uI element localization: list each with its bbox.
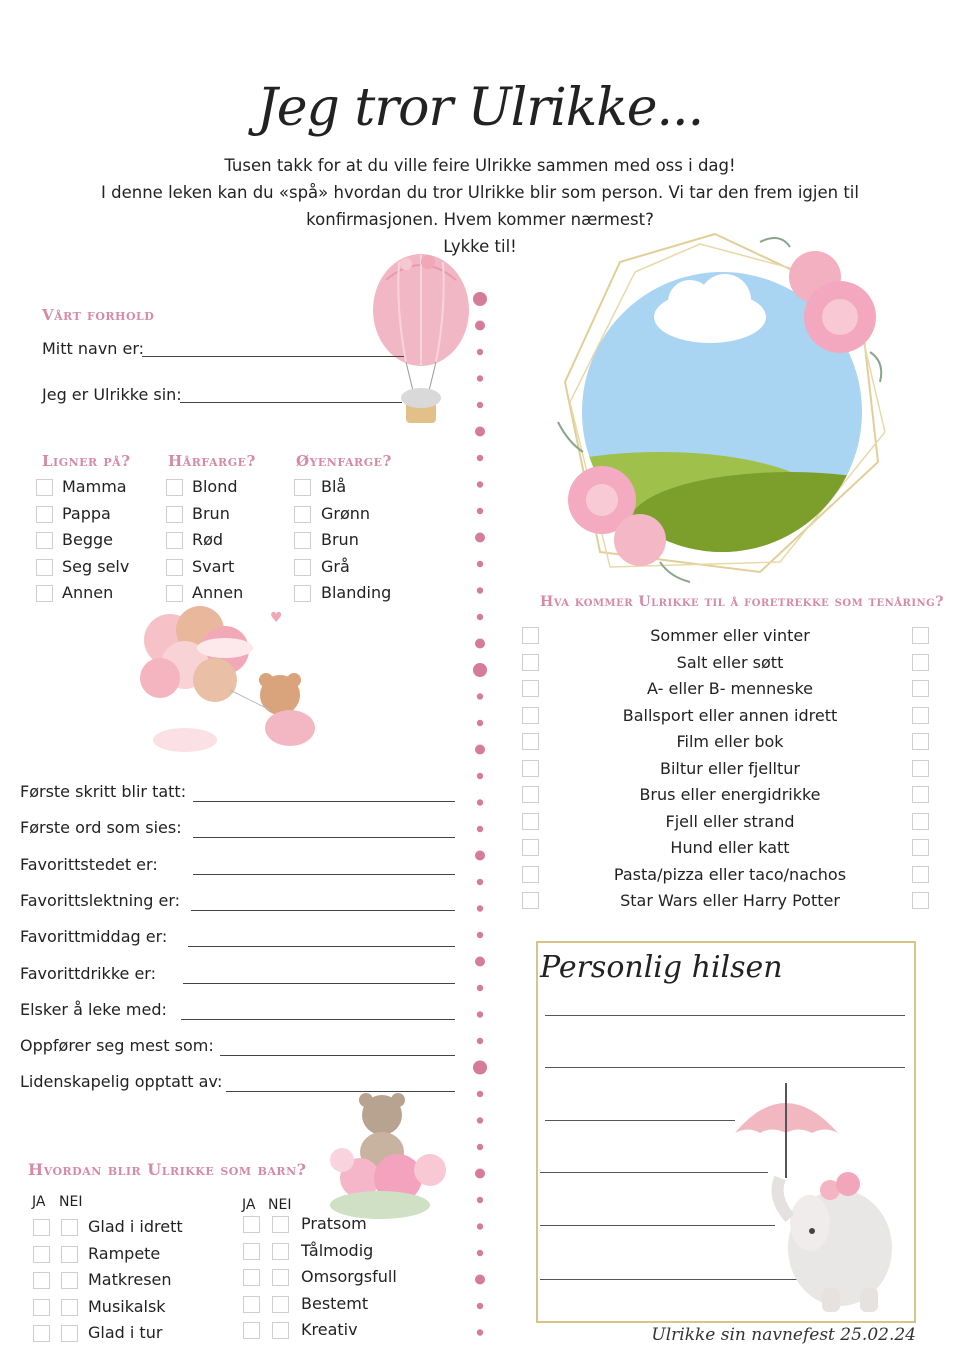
divider-dot: [477, 1329, 483, 1335]
yes-checkbox[interactable]: [243, 1296, 260, 1313]
looks-option-label: Pappa: [62, 503, 111, 523]
yes-checkbox[interactable]: [33, 1272, 50, 1289]
looks-option-label: Mamma: [62, 477, 127, 496]
divider-dot: [475, 851, 485, 861]
divider-dot: [477, 985, 483, 991]
teen-preference-label: Pasta/pizza eller taco/nachos: [613, 864, 847, 884]
greeting-line-1[interactable]: [545, 1015, 905, 1016]
first-label: Første ord som sies:: [20, 818, 182, 838]
teen-preference-label: A- eller B- menneske: [647, 679, 813, 698]
no-checkbox[interactable]: [272, 1322, 289, 1339]
looks-checkbox[interactable]: [36, 479, 53, 496]
no-checkbox[interactable]: [61, 1272, 78, 1289]
yes-checkbox[interactable]: [243, 1269, 260, 1286]
relation-heading: Vårt forhold: [42, 306, 155, 324]
divider-dot: [477, 693, 483, 699]
first-label: Favorittslektning er:: [20, 890, 181, 910]
divider-dot: [477, 932, 483, 938]
child-trait-label: Glad i idrett: [88, 1217, 183, 1236]
divider-dot: [477, 720, 483, 726]
looks-checkbox[interactable]: [166, 559, 183, 576]
first-label: Favorittstedet er:: [20, 854, 158, 874]
role-line[interactable]: [180, 402, 402, 403]
child-yes-right: JA: [242, 1197, 256, 1213]
landscape-frame-illustration: [540, 222, 910, 590]
no-checkbox[interactable]: [61, 1246, 78, 1263]
yes-checkbox[interactable]: [243, 1322, 260, 1339]
looks-option-label: Grønn: [321, 503, 371, 523]
yes-checkbox[interactable]: [33, 1219, 50, 1236]
looks-option-label: Seg selv: [62, 556, 130, 576]
hair-color-heading: Hårfarge?: [168, 452, 256, 470]
eye-color-heading: Øyenfarge?: [296, 452, 392, 470]
yes-checkbox[interactable]: [33, 1246, 50, 1263]
divider-dot: [477, 826, 483, 832]
divider-dot: [473, 1061, 487, 1075]
resembles-heading: Ligner på?: [42, 452, 131, 470]
divider-dot: [477, 455, 483, 461]
footer-signature: Ulrikke sin navnefest 25.02.24: [651, 1325, 916, 1345]
child-trait-label: Glad i tur: [88, 1323, 163, 1342]
divider-dot: [477, 481, 483, 487]
first-answer-line[interactable]: [193, 837, 455, 838]
teen-preference-label: Salt eller søtt: [676, 652, 784, 672]
looks-option-label: Brun: [321, 530, 359, 549]
no-checkbox[interactable]: [272, 1269, 289, 1286]
svg-text:♥: ♥: [270, 610, 283, 626]
looks-checkbox[interactable]: [36, 506, 53, 523]
teen-heading: Hva kommer Ulrikke til å foretrekke som tenåring?: [540, 594, 944, 610]
looks-col-2: [166, 452, 256, 470]
child-no-right: NEI: [268, 1197, 292, 1213]
no-checkbox[interactable]: [61, 1325, 78, 1342]
child-trait-label: Bestemt: [301, 1293, 369, 1313]
yes-checkbox[interactable]: [33, 1299, 50, 1316]
looks-option-label: Blond: [192, 477, 238, 496]
divider-dot: [475, 1275, 485, 1285]
teen-preference-label: Fjell eller strand: [665, 811, 795, 831]
divider-dot: [477, 614, 483, 620]
divider-dot: [475, 533, 485, 543]
hot-air-balloon-illustration: [366, 250, 476, 430]
divider-dot: [477, 561, 483, 567]
intro-line-2: I denne leken kan du «spå» hvordan du tror Ulrikke blir som person. Vi tar den frem igjen til: [101, 183, 859, 202]
divider-dot: [477, 1250, 483, 1256]
looks-checkbox[interactable]: [294, 532, 311, 549]
no-checkbox[interactable]: [272, 1243, 289, 1260]
looks-checkbox[interactable]: [36, 585, 53, 602]
divider-dot: [477, 1011, 483, 1017]
page-title: Jeg tror Ulrikke...: [256, 78, 704, 138]
no-checkbox[interactable]: [61, 1219, 78, 1236]
divider-dot: [475, 427, 485, 437]
looks-col-1: [36, 452, 130, 470]
name-label: Mitt navn er:: [42, 339, 145, 358]
divider-dot: [477, 773, 483, 779]
looks-checkbox[interactable]: [36, 532, 53, 549]
teen-preference-label: Hund eller katt: [670, 838, 790, 857]
yes-checkbox[interactable]: [243, 1216, 260, 1233]
greeting-title: Personlig hilsen: [540, 950, 783, 985]
greeting-line-2[interactable]: [545, 1067, 905, 1068]
divider-dot: [473, 663, 487, 677]
divider-dot: [477, 587, 483, 593]
looks-checkbox[interactable]: [166, 532, 183, 549]
teen-preference-label: Brus eller energidrikke: [639, 785, 821, 804]
child-trait-label: Pratsom: [301, 1214, 367, 1233]
looks-option-label: Grå: [321, 556, 350, 576]
divider-dot: [477, 879, 483, 885]
looks-checkbox[interactable]: [36, 559, 53, 576]
first-label: Første skritt blir tatt:: [20, 782, 187, 801]
teen-preference-label: Film eller bok: [676, 732, 784, 751]
child-trait-label: Matkresen: [88, 1270, 172, 1289]
looks-checkbox[interactable]: [294, 559, 311, 576]
divider-dot: [475, 639, 485, 649]
child-no-left: NEI: [59, 1194, 83, 1210]
child-trait-label: Omsorgsfull: [301, 1267, 397, 1286]
looks-option-label: Blå: [321, 477, 347, 496]
looks-checkbox[interactable]: [294, 479, 311, 496]
looks-option-label: Annen: [62, 583, 114, 602]
child-trait-label: Tålmodig: [301, 1240, 374, 1260]
first-answer-line[interactable]: [191, 910, 455, 911]
first-answer-line[interactable]: [188, 946, 455, 947]
divider-dot: [475, 745, 485, 755]
first-label: Favorittmiddag er:: [20, 927, 168, 947]
looks-checkbox[interactable]: [166, 506, 183, 523]
first-answer-line[interactable]: [181, 1019, 455, 1020]
looks-checkbox[interactable]: [166, 479, 183, 496]
name-line[interactable]: [142, 356, 404, 357]
first-answer-line[interactable]: [193, 874, 455, 875]
divider-dot: [475, 321, 485, 331]
divider-dot: [473, 292, 487, 306]
divider-dot: [475, 957, 485, 967]
teen-preference-label: Star Wars eller Harry Potter: [620, 891, 840, 910]
child-trait-label: Kreativ: [301, 1320, 358, 1339]
no-checkbox[interactable]: [272, 1216, 289, 1233]
first-answer-line[interactable]: [220, 1055, 455, 1056]
teen-preference-label: Ballsport eller annen idrett: [622, 705, 838, 725]
greeting-line-3[interactable]: [545, 1120, 735, 1121]
intro-line-4: Lykke til!: [443, 237, 517, 256]
child-heading: Hvordan blir Ulrikke som barn?: [28, 1160, 307, 1179]
looks-option-label: Rød: [192, 530, 224, 549]
looks-col-3: [294, 452, 392, 470]
teddy-balloons-illustration: [130, 600, 340, 765]
child-yes-left: JA: [32, 1194, 46, 1210]
divider-dot: [477, 508, 483, 514]
divider-dot: [477, 1303, 483, 1309]
first-answer-line[interactable]: [193, 801, 455, 802]
elephant-umbrella-illustration: [730, 1078, 915, 1318]
teddy-flowers-illustration: [320, 1090, 480, 1230]
first-label: Oppfører seg mest som:: [20, 1036, 214, 1056]
intro-line-1: Tusen takk for at du ville feire Ulrikke sammen med oss i dag!: [224, 156, 736, 175]
looks-option-label: Begge: [62, 530, 113, 549]
teen-preference-label: Sommer eller vinter: [650, 626, 810, 645]
divider-dot: [477, 1038, 483, 1044]
divider-dot: [477, 799, 483, 805]
first-label: Elsker å leke med:: [20, 999, 167, 1019]
teen-preference-label: Biltur eller fjelltur: [660, 758, 800, 778]
role-label: Jeg er Ulrikke sin:: [42, 385, 182, 404]
divider-dot: [477, 375, 483, 381]
intro-line-3: konfirmasjonen. Hvem kommer nærmest?: [306, 210, 654, 229]
first-label: Favorittdrikke er:: [20, 963, 156, 983]
divider-dot: [477, 349, 483, 355]
child-trait-label: Musikalsk: [88, 1296, 166, 1316]
first-answer-line[interactable]: [183, 983, 455, 984]
looks-option-label: Svart: [192, 556, 235, 576]
no-checkbox[interactable]: [272, 1296, 289, 1313]
looks-option-label: Blanding: [321, 583, 392, 602]
divider-dot: [477, 905, 483, 911]
looks-option-label: Annen: [192, 583, 244, 602]
yes-checkbox[interactable]: [243, 1243, 260, 1260]
divider-dot: [477, 402, 483, 408]
no-checkbox[interactable]: [61, 1299, 78, 1316]
child-trait-label: Rampete: [88, 1243, 161, 1263]
looks-option-label: Brun: [192, 503, 230, 523]
looks-checkbox[interactable]: [294, 506, 311, 523]
first-label: Lidenskapelig opptatt av:: [20, 1072, 223, 1092]
yes-checkbox[interactable]: [33, 1325, 50, 1342]
